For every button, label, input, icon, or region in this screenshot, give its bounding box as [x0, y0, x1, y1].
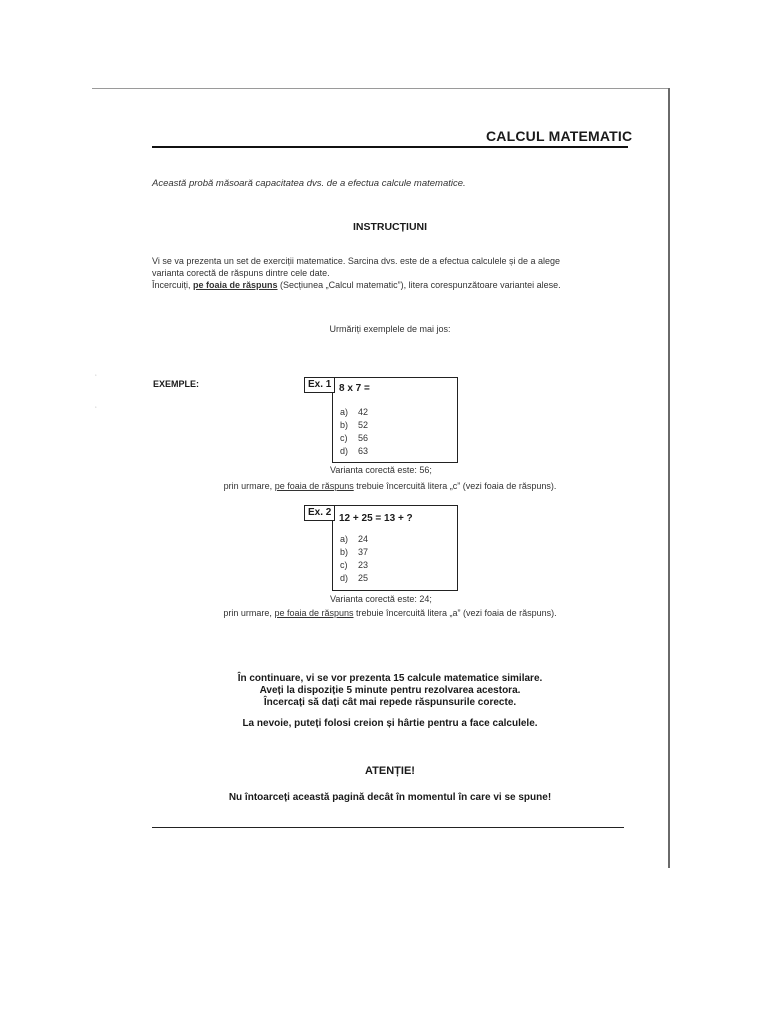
- example-2-tag: Ex. 2: [304, 505, 335, 521]
- instructions-line-1: Vi se va prezenta un set de exerciții matematice. Sarcina dvs. este de a efectua calculele și de a alege: [152, 256, 561, 266]
- example-1-explanation: prin urmare, pe foaia de răspuns trebuie încercuită litera „c” (vezi foaia de răspuns).: [223, 481, 557, 491]
- closing-line-3: Încercați să dați cât mai repede răspunsurile corecte.: [263, 697, 517, 708]
- margin-marks: ʻ ʻ: [95, 373, 97, 414]
- example-2-option: a) 24: [340, 534, 369, 544]
- example-1-correct-answer: Varianta corectă este: 56;: [330, 465, 432, 475]
- closing-line-4: La nevoie, puteți folosi creion și hârtie pentru a face calculele.: [242, 718, 538, 729]
- example-2-explanation: prin urmare, pe foaia de răspuns trebuie încercuită litera „a” (vezi foaia de răspuns).: [223, 608, 557, 618]
- instructions-line-3: [152, 279, 632, 291]
- closing-line-2: Aveți la dispoziție 5 minute pentru rezolvarea acestora.: [259, 685, 521, 696]
- example-2-option: c) 23: [340, 560, 369, 570]
- examples-label: EXEMPLE:: [153, 379, 200, 389]
- example-1-tag: Ex. 1: [304, 377, 335, 393]
- example-1-box: [332, 377, 458, 463]
- attention-text: Nu întoarceți această pagină decât în momentul în care vi se spune!: [228, 792, 552, 803]
- answer-sheet-emphasis: pe foaia de răspuns: [274, 608, 354, 618]
- instructions-line-2: varianta corectă de răspuns dintre cele date.: [152, 268, 330, 278]
- example-1-options: [340, 406, 368, 458]
- intro-text: Această probă măsoară capacitatea dvs. de a efectua calcule matematice.: [152, 178, 466, 189]
- example-2-correct-answer: Varianta corectă este: 24;: [330, 594, 432, 604]
- instructions-line-3-prefix: Încercuiți,: [152, 280, 194, 290]
- example-1-option: a) 42: [340, 407, 369, 417]
- instructions-line-3-suffix: (Secțiunea „Calcul matematic”), litera corespunzătoare variantei alese.: [277, 280, 561, 290]
- instructions-paragraph: [152, 255, 632, 291]
- page-title: CALCUL MATEMATIC: [486, 128, 633, 144]
- example-1-option: d) 63: [340, 446, 369, 456]
- attention-heading: ATENȚIE!: [365, 765, 415, 777]
- example-1-option: b) 52: [340, 420, 369, 430]
- answer-sheet-emphasis: pe foaia de răspuns: [274, 481, 354, 491]
- example-2-options: [340, 533, 368, 585]
- bottom-rule: [152, 827, 624, 828]
- example-1-option: c) 56: [340, 433, 369, 443]
- example-2-box: [332, 505, 458, 591]
- closing-line-1: În continuare, vi se vor prezenta 15 calcule matematice similare.: [237, 673, 543, 684]
- example-2-question: 12 + 25 = 13 + ?: [339, 513, 413, 524]
- page-right-edge: [668, 88, 670, 868]
- page-top-edge: [92, 88, 670, 89]
- example-2-option: d) 25: [340, 573, 369, 583]
- follow-examples-text: Urmăriți exemplele de mai jos:: [329, 324, 451, 334]
- example-1-question: 8 x 7 =: [339, 383, 370, 394]
- instructions-heading: INSTRUCȚIUNI: [352, 221, 428, 233]
- example-2-option: b) 37: [340, 547, 369, 557]
- title-rule: [152, 146, 628, 148]
- answer-sheet-emphasis: pe foaia de răspuns: [193, 280, 278, 290]
